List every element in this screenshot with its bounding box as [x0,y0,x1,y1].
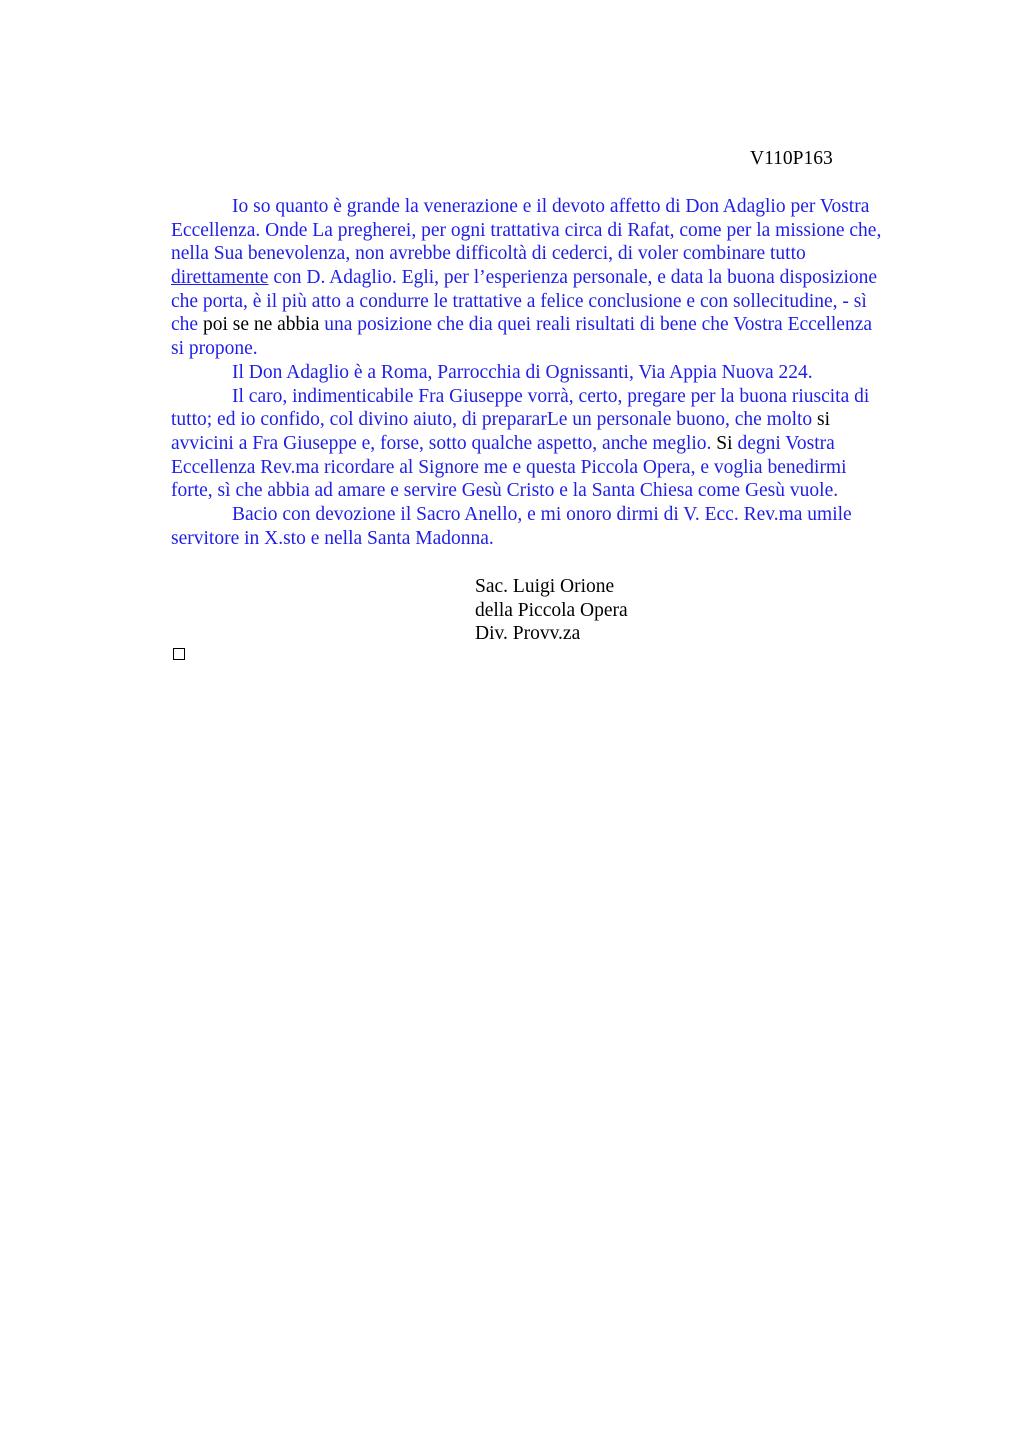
text-span: Il Don Adaglio è a Roma, Parrocchia di Ognissanti, Via Appia Nuova 224. [232,361,813,383]
paragraph-3-line-2 [171,408,931,432]
text-span: Io so quanto è grande la venerazione e il devoto affetto di Don Adaglio per Vostra [232,196,870,217]
text-span: con D. Adaglio. Egli, per l’esperienza personale, e data la buona disposizione [268,267,878,289]
signature-name: Sac. Luigi Orione [475,576,615,597]
paragraph-1-line-2 [171,219,931,243]
text-span: una posizione che dia quei reali risultati di bene che Vostra Eccellenza [319,314,873,336]
checkbox-square-icon [173,648,185,660]
text-span: Bacio con devozione il Sacro Anello, e mi onoro dirmi di V. Ecc. Rev.ma umile [232,503,852,525]
paragraph-1-line-5 [171,290,931,314]
text-span: Il caro, indimenticabile Fra Giuseppe vorrà, certo, pregare per la buona riuscita di [232,385,870,407]
paragraph-1-line-4 [171,266,931,290]
paragraph-3-line-1 [171,385,931,409]
signature-block [475,575,628,646]
paragraph-1-line-1 [171,195,931,219]
black-text-span: Si [716,432,733,454]
text-span: che [171,314,203,336]
text-span: servitore in X.sto e nella Santa Madonna. [171,527,494,549]
black-text-span: si [817,409,831,431]
text-span: degni Vostra [732,432,835,454]
text-span: tutto; ed io confido, col divino aiuto, di prepararLe un personale buono, che molto [171,409,818,431]
text-span: che porta, è il più atto a condurre le trattative a felice conclusione e con sollecitudine, - sì [171,290,867,312]
black-text-span: poi se ne abbia [202,314,320,336]
paragraph-1-line-6 [171,313,931,337]
text-span: Eccellenza Rev.ma ricordare al Signore me e questa Piccola Opera, e voglia benedirmi [171,456,847,478]
paragraph-1-line-7 [171,337,931,361]
letter-body [171,195,931,550]
signature-org: della Piccola Opera [475,599,628,621]
underlined-word: direttamente [171,267,269,289]
text-span: nella Sua benevolenza, non avrebbe difficoltà di cederci, di voler combinare tutto [171,243,806,265]
paragraph-3-line-4 [171,456,931,480]
paragraph-2-line-1 [171,361,931,385]
text-span: forte, sì che abbia ad amare e servire Gesù Cristo e la Santa Chiesa come Gesù vuole. [171,480,839,502]
text-span: avvicini a Fra Giuseppe e, forse, sotto qualche aspetto, anche meglio. [171,432,717,454]
paragraph-3-line-5 [171,479,931,503]
document-id: V110P163 [750,148,833,169]
paragraph-4-line-1 [171,503,931,527]
text-span: si propone. [171,338,258,360]
signature-org-abbrev: Div. Provv.za [475,623,581,645]
paragraph-4-line-2 [171,527,931,551]
text-span: Eccellenza. Onde La pregherei, per ogni trattativa circa di Rafat, come per la missione che, [171,219,882,241]
paragraph-1-line-3 [171,242,931,266]
paragraph-3-line-3 [171,432,931,456]
